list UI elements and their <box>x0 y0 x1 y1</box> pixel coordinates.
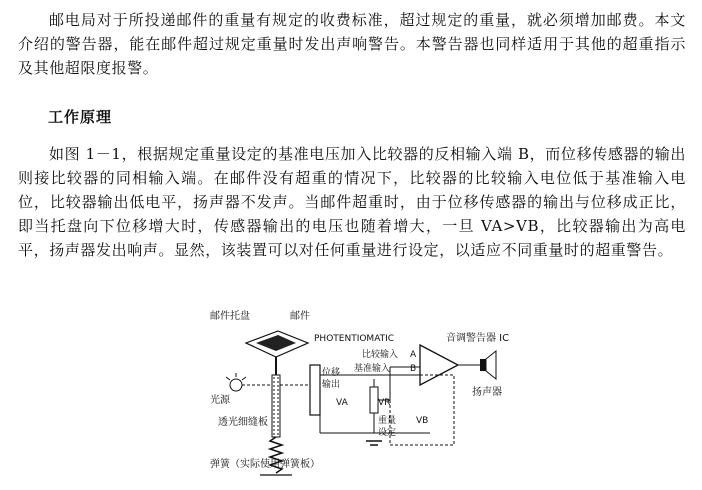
label-slit: 透光细缝板 <box>218 417 268 428</box>
slit-plate <box>272 375 280 437</box>
label-speaker: 扬声器 <box>472 387 502 398</box>
label-vb: VB <box>416 416 429 426</box>
label-spring: 弹簧（实际使用弹簧板） <box>210 459 320 470</box>
light-icon <box>230 379 242 391</box>
speaker-icon <box>480 359 486 371</box>
label-va: VA <box>336 398 348 408</box>
label-disp-out-1: 位移 <box>322 368 341 378</box>
label-ref-in: 基准输入 <box>354 364 391 374</box>
label-tray: 邮件托盘 <box>210 311 250 322</box>
label-compare-in: 比较输入 <box>362 350 399 360</box>
displacement-sensor <box>310 365 320 415</box>
label-a: A <box>410 350 417 360</box>
intro-paragraph: 邮电局对于所投递邮件的重量有规定的收费标准，超过规定的重量，就必须增加邮费。本文介绍的警告器，能在邮件超过规定重量时发出声响警告。本警告器也同样适用于其他的超重指示及其他超限度报警。 <box>18 11 686 77</box>
label-photo: PHOTENTIOMATIC <box>314 334 395 344</box>
circuit-diagram <box>190 305 530 490</box>
label-weight-2: 设定 <box>378 428 397 438</box>
label-ic: 音调警告器 IC <box>446 333 510 344</box>
comparator <box>420 345 458 385</box>
section-heading: 工作原理 <box>48 108 113 126</box>
label-light: 光源 <box>210 395 230 406</box>
label-disp-out-2: 输出 <box>322 380 341 390</box>
principle-paragraph: 如图 1－1，根据规定重量设定的基准电压加入比较器的反相输入端 B，而位移传感器的输出则接比较器的同相输入端。在邮件没有超重的情况下，比较器的比较输入电位低于基准输入电位，比较器输出低电平，扬声器不发声。当邮件超重时，由于位移传感器的输出与位移成正比，即当托盘向下位移增大时，传感器输出的电压也随着增大，一旦 VA>VB，比较器输出为高电平，扬声器发出响声。显然，该装置可以对任何重量进行设定，以适应不同重量时的超重警告。 <box>18 145 686 259</box>
label-vr: VR <box>378 398 391 408</box>
label-b: B <box>410 364 417 374</box>
label-weight-1: 重量 <box>378 416 397 426</box>
label-mail: 邮件 <box>290 311 310 322</box>
